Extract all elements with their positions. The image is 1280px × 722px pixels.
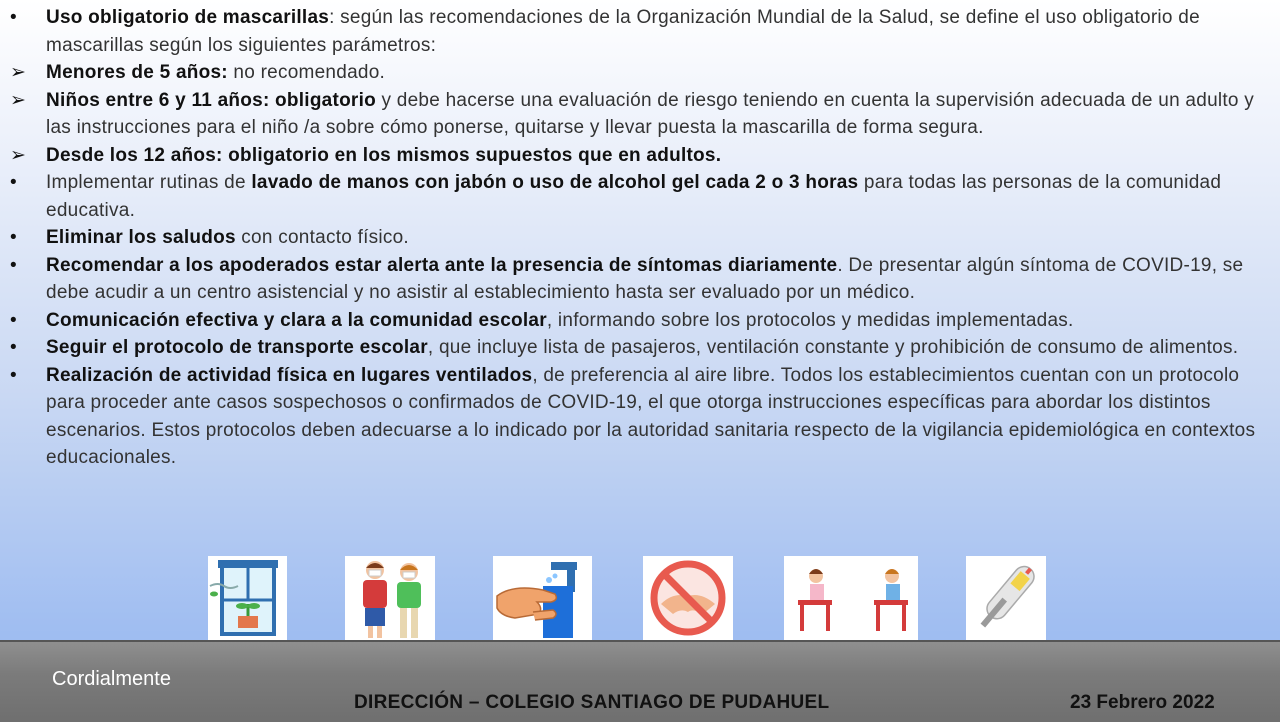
item-lead: Menores de 5 años: [46,62,228,83]
item-text: , que incluye lista de pasajeros, ventilación constante y prohibición de consumo de alimentos. [427,337,1239,358]
item-pre: Implementar rutinas de [46,172,252,193]
list-item [0,142,1270,170]
list-item [0,169,1270,224]
item-lead: Comunicación efectiva y clara a la comunidad escolar [46,309,547,331]
item-lead: Recomendar a los apoderados estar alerta ante la presencia de síntomas diariamente [46,254,838,276]
distanced-desks-icon [784,556,918,640]
no-handshake-icon [643,556,733,640]
item-text: , de preferencia al aire libre. Todos los establecimientos cuentan con un protocolo para proceder ante casos sospechosos o confirmados de COVID-19, el que otorga instrucciones específicas para abordar los distintos escenarios. Estos protocolos deben adecuarse a lo indicado por la autoridad sanitaria respecto de la vigilancia epidemiológica en contextos educacionales. [46,364,1256,468]
icon-strip [0,556,1280,642]
item-text: para todas las personas de la comunidad educativa. [46,172,1222,221]
window-ventilation-icon [208,556,287,640]
item-text: , informando sobre los protocolos y medidas implementadas. [546,309,1074,331]
list-item [0,4,1270,59]
item-lead: Eliminar los saludos [46,227,236,248]
list-item [0,307,1270,335]
masked-children-icon [345,556,435,640]
item-lead: Seguir el protocolo de transporte escolar [46,337,428,358]
item-lead: Uso obligatorio de mascarillas [46,7,330,28]
list-item [0,362,1270,472]
item-text: y debe hacerse una evaluación de riesgo teniendo en cuenta la supervisión adecuada de un adulto y las instrucciones para el niño /a sobre cómo ponerse, quitarse y llevar puesta la mascarilla de forma segura. [46,89,1254,138]
bullet-arrow: ➢ [10,62,27,83]
bullet-dot: • [10,254,17,276]
item-text: no recomendado. [227,62,386,83]
item-text: con contacto físico. [235,227,409,248]
list-item [0,224,1270,252]
footer-title: DIRECCIÓN – COLEGIO SANTIAGO DE PUDAHUEL [354,692,830,713]
list-item [0,87,1270,142]
item-text: : según las recomendaciones de la Organización Mundial de la Salud, se define el uso obligatorio de mascarillas según los siguientes parámetros: [46,7,1200,56]
bullet-list [0,4,1270,472]
footer-date: 23 Febrero 2022 [1070,692,1215,713]
footer-greeting: Cordialmente [52,668,171,690]
item-lead: lavado de manos con jabón o uso de alcohol gel cada 2 o 3 horas [251,172,859,193]
hand-washing-icon [493,556,592,640]
item-lead: Niños entre 6 y 11 años: obligatorio [46,89,376,111]
bullet-dot: • [10,309,17,331]
bullet-dot: • [10,227,17,248]
item-lead: Desde los 12 años: obligatorio en los mismos supuestos que en adultos. [46,144,722,166]
bullet-dot: • [10,364,17,386]
list-item [0,59,1270,87]
list-item [0,252,1270,307]
footer [0,640,1280,722]
thermometer-icon [966,556,1046,640]
bullet-dot: • [10,172,17,193]
bullet-dot: • [10,337,17,358]
item-lead: Realización de actividad física en lugares ventilados [46,364,533,386]
bullet-arrow: ➢ [10,89,27,111]
bullet-arrow: ➢ [10,144,27,166]
item-text: . De presentar algún síntoma de COVID-19, se debe acudir a un centro asistencial y no asistir al establecimiento hasta ser evaluado por un médico. [46,254,1244,303]
bullet-dot: • [10,7,17,28]
list-item [0,334,1270,362]
